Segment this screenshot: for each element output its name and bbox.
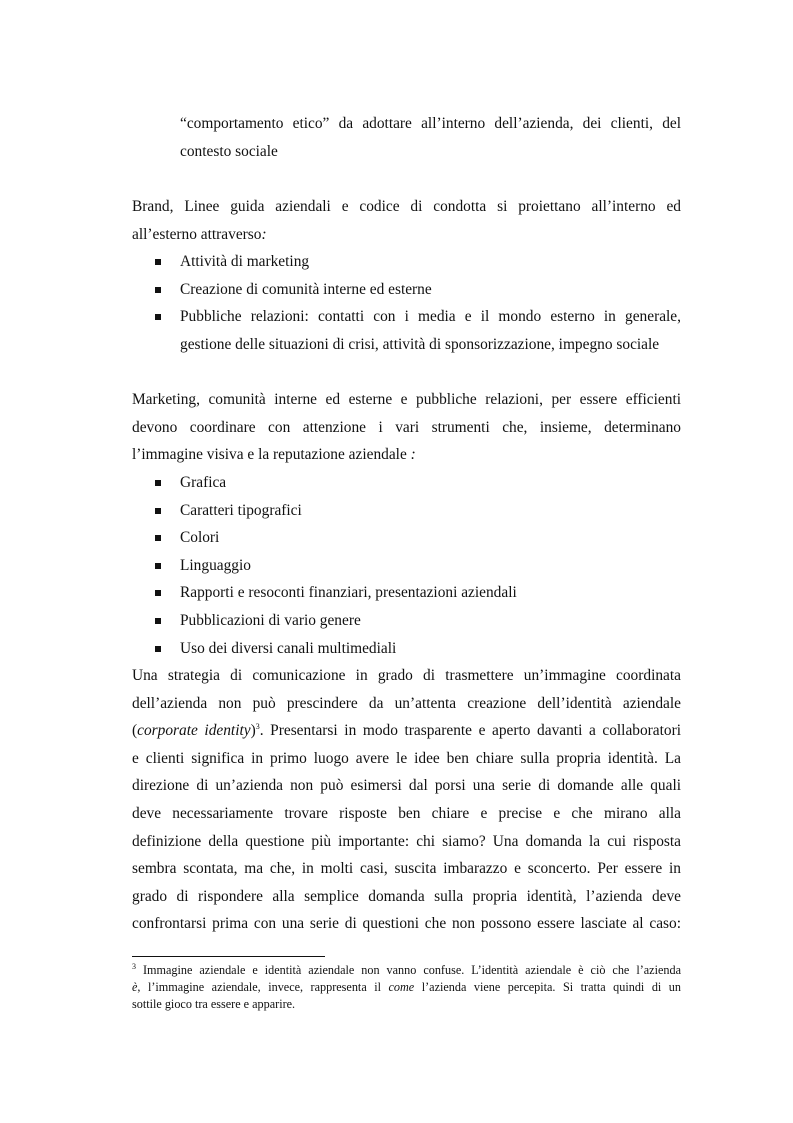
footnote xyxy=(132,962,681,1013)
list-item xyxy=(132,276,681,304)
text-line: Brand, Linee guida aziendali e codice di condotta si proiettano all’interno ed xyxy=(132,198,681,215)
text-span: ( xyxy=(132,722,138,740)
list-item xyxy=(132,469,681,497)
square-bullet-icon xyxy=(155,287,161,293)
bullet-list xyxy=(132,469,681,662)
text-span: l’azienda viene percepita. Si tratta quindi di un xyxy=(414,980,681,994)
paragraph xyxy=(132,386,681,469)
text-line xyxy=(132,441,681,469)
footnote-reference[interactable]: 3 xyxy=(255,722,260,732)
text-line: Marketing, comunità interne ed esterne e pubbliche relazioni, per essere efficienti xyxy=(132,391,681,408)
footnote-line: sottile gioco tra essere e apparire. xyxy=(132,997,296,1011)
square-bullet-icon xyxy=(155,563,161,569)
footnote-line xyxy=(132,962,681,979)
list-item-text: Attività di marketing xyxy=(180,253,310,270)
text-line: direzione di un’azienda non può esimersi dal porsi una serie di domande alle quali xyxy=(132,777,681,795)
text-line xyxy=(132,221,681,249)
list-item-text: Pubblicazioni di vario genere xyxy=(180,611,361,629)
text-line: deve necessariamente trovare risposte ben chiare e precise e che mirano alla xyxy=(132,804,681,822)
list-item-text: Grafica xyxy=(180,474,227,491)
list-item xyxy=(132,552,681,580)
square-bullet-icon xyxy=(155,535,161,541)
list-item xyxy=(132,248,681,276)
footnote-divider xyxy=(132,956,325,957)
list-item xyxy=(132,635,681,663)
square-bullet-icon xyxy=(155,590,161,596)
text-span: . Presentarsi in modo trasparente e aperto davanti a collaboratori xyxy=(259,722,682,740)
text-line: gestione delle situazioni di crisi, attività di sponsorizzazione, impegno sociale xyxy=(180,335,660,353)
footnote-number: 3 xyxy=(132,961,136,971)
italic-term: corporate identity xyxy=(137,722,251,740)
list-item-text: Creazione di comunità interne ed esterne xyxy=(180,280,432,298)
text-line: “comportamento etico” da adottare all’interno dell’azienda, dei clienti, del xyxy=(180,115,681,132)
footnote-line xyxy=(132,979,681,996)
list-item-text: Uso dei diversi canali multimediali xyxy=(180,639,397,657)
text-span: Immagine aziendale e identità aziendale non vanno confuse. L’identità aziendale è ciò che l’azienda xyxy=(136,963,681,977)
list-item-text: Caratteri tipografici xyxy=(180,501,302,519)
square-bullet-icon xyxy=(155,259,161,265)
bullet-list xyxy=(132,248,681,358)
square-bullet-icon xyxy=(155,508,161,514)
list-item-text: Linguaggio xyxy=(180,556,251,574)
list-item-text: Colori xyxy=(180,529,220,547)
square-bullet-icon xyxy=(155,646,161,652)
text-span: ) xyxy=(250,722,256,740)
list-item xyxy=(132,607,681,635)
text-line: Una strategia di comunicazione in grado di trasmettere un’immagine coordinata xyxy=(132,667,681,684)
italic-term: è xyxy=(132,980,138,994)
paragraph xyxy=(132,193,681,248)
text-line: Pubbliche relazioni: contatti con i media e il mondo esterno in generale, xyxy=(180,308,681,326)
italic-colon: : xyxy=(410,446,416,464)
text-line xyxy=(132,717,681,745)
square-bullet-icon xyxy=(155,314,161,320)
paragraph xyxy=(132,662,681,938)
square-bullet-icon xyxy=(155,480,161,486)
list-item xyxy=(132,524,681,552)
text-line: e clienti significa in primo luogo avere le idee ben chiare sulla propria identità. La xyxy=(132,749,681,767)
italic-term: come xyxy=(388,980,415,994)
text-line: grado di rispondere alla semplice domanda sulla propria identità, l’azienda deve xyxy=(132,887,681,905)
text-span: l’immagine visiva e la reputazione aziendale xyxy=(132,446,411,464)
text-line: contesto sociale xyxy=(180,142,278,160)
square-bullet-icon xyxy=(155,618,161,624)
text-line: dell’azienda non può prescindere da un’attenta creazione dell’identità aziendale xyxy=(132,694,681,712)
text-span: all’esterno attraverso xyxy=(132,225,262,243)
list-item xyxy=(132,579,681,607)
list-item-text: Rapporti e resoconti finanziari, presentazioni aziendali xyxy=(180,584,517,602)
bullet-continuation xyxy=(180,110,681,165)
text-line: sembra scontata, ma che, in molti casi, suscita imbarazzo e sconcerto. Per essere in xyxy=(132,860,681,878)
list-item xyxy=(132,497,681,525)
text-line: devono coordinare con attenzione i vari strumenti che, insieme, determinano xyxy=(132,418,681,436)
italic-colon: : xyxy=(261,225,267,243)
text-line: confrontarsi prima con una serie di questioni che non possono essere lasciate al caso: xyxy=(132,915,681,933)
text-line: definizione della questione più importante: chi siamo? Una domanda la cui risposta xyxy=(132,832,681,850)
list-item xyxy=(132,303,681,358)
text-span: , l’immagine aziendale, invece, rappresenta il xyxy=(137,980,389,994)
